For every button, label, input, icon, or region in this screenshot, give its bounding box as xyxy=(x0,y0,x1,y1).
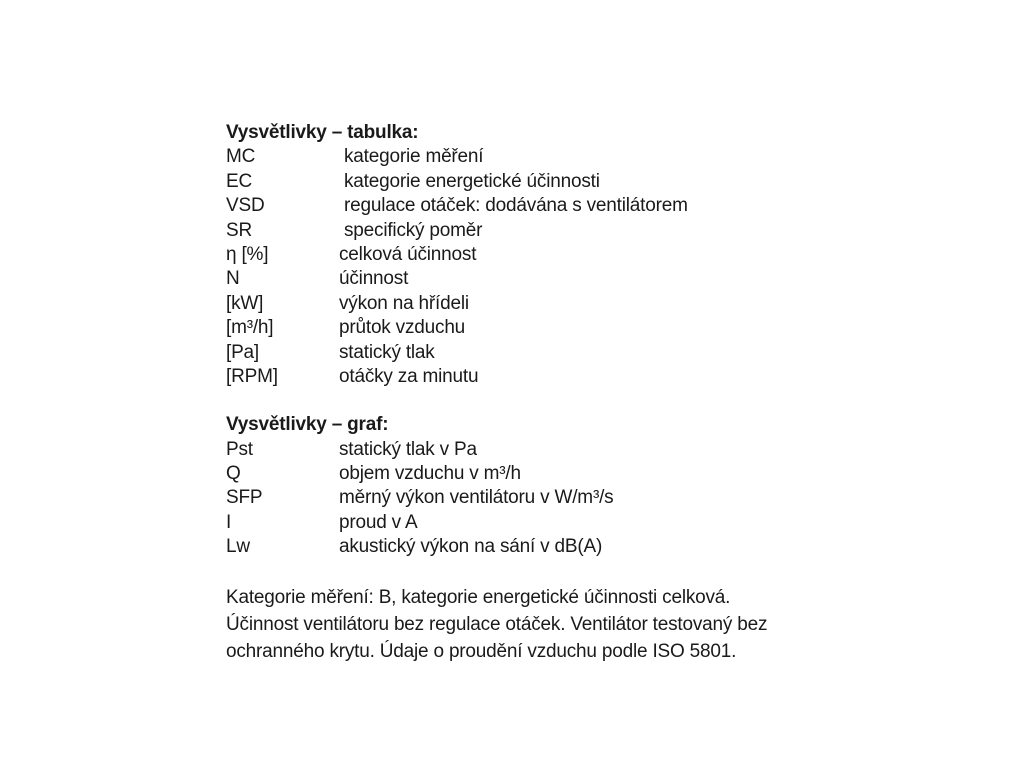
table-legend-row xyxy=(226,170,946,194)
legend-definition: výkon na hřídeli xyxy=(339,292,469,314)
legend-term: EC xyxy=(226,170,252,192)
legend-term: Lw xyxy=(226,536,250,558)
legend-term: Pst xyxy=(226,438,253,460)
table-legend-row xyxy=(226,243,946,267)
legend-definition: regulace otáček: dodávána s ventilátorem xyxy=(344,195,688,217)
section-spacer xyxy=(226,560,946,584)
legend-term: SFP xyxy=(226,487,263,509)
legend-definition: otáčky za minutu xyxy=(339,365,479,387)
graph-legend-row xyxy=(226,438,946,462)
legend-term: MC xyxy=(226,146,256,168)
table-legend-heading: Vysvětlivky – tabulka: xyxy=(226,122,419,143)
legend-definition: měrný výkon ventilátoru v W/m³/s xyxy=(339,487,614,509)
graph-legend-row xyxy=(226,486,946,510)
legend-term: [Pa] xyxy=(226,341,259,363)
legend-definition: účinnost xyxy=(339,268,409,290)
legend-definition: kategorie energetické účinnosti xyxy=(344,170,600,192)
table-legend-row xyxy=(226,292,946,316)
table-legend-row xyxy=(226,365,946,389)
table-legend-row xyxy=(226,145,946,169)
legend-definition: objem vzduchu v m³/h xyxy=(339,463,521,485)
graph-legend-heading: Vysvětlivky – graf: xyxy=(226,414,389,436)
legend-definition: akustický výkon na sání v dB(A) xyxy=(339,536,603,558)
table-legend-row xyxy=(226,267,946,291)
legend-definition: kategorie měření xyxy=(344,146,484,168)
legend-term: I xyxy=(226,511,232,533)
table-legend-row xyxy=(226,341,946,365)
note-line: Kategorie měření: B, kategorie energetické účinnosti celková. xyxy=(226,586,731,608)
legend-term: N xyxy=(226,268,240,290)
section-spacer xyxy=(226,389,946,413)
legend-term: η [%] xyxy=(226,243,269,265)
table-legend-row xyxy=(226,219,946,243)
legend-term: Q xyxy=(226,463,241,485)
legend-term: [kW] xyxy=(226,292,264,314)
note-paragraph xyxy=(226,584,946,665)
note-line: Účinnost ventilátoru bez regulace otáček. Ventilátor testovaný bez xyxy=(226,613,768,635)
legend-definition: proud v A xyxy=(339,511,418,533)
legend-document xyxy=(226,121,946,665)
table-legend-row xyxy=(226,316,946,340)
table-legend-row xyxy=(226,194,946,218)
legend-definition: statický tlak v Pa xyxy=(339,438,477,460)
legend-term: SR xyxy=(226,219,252,241)
graph-legend-row xyxy=(226,535,946,559)
graph-legend-row xyxy=(226,511,946,535)
note-line: ochranného krytu. Údaje o proudění vzduchu podle ISO 5801. xyxy=(226,640,737,662)
legend-term: [m³/h] xyxy=(226,317,274,339)
legend-definition: průtok vzduchu xyxy=(339,317,466,339)
legend-term: VSD xyxy=(226,195,265,217)
graph-legend-row xyxy=(226,462,946,486)
legend-term: [RPM] xyxy=(226,365,278,387)
legend-definition: celková účinnost xyxy=(339,243,477,265)
legend-definition: specifický poměr xyxy=(344,219,483,241)
legend-definition: statický tlak xyxy=(339,341,435,363)
